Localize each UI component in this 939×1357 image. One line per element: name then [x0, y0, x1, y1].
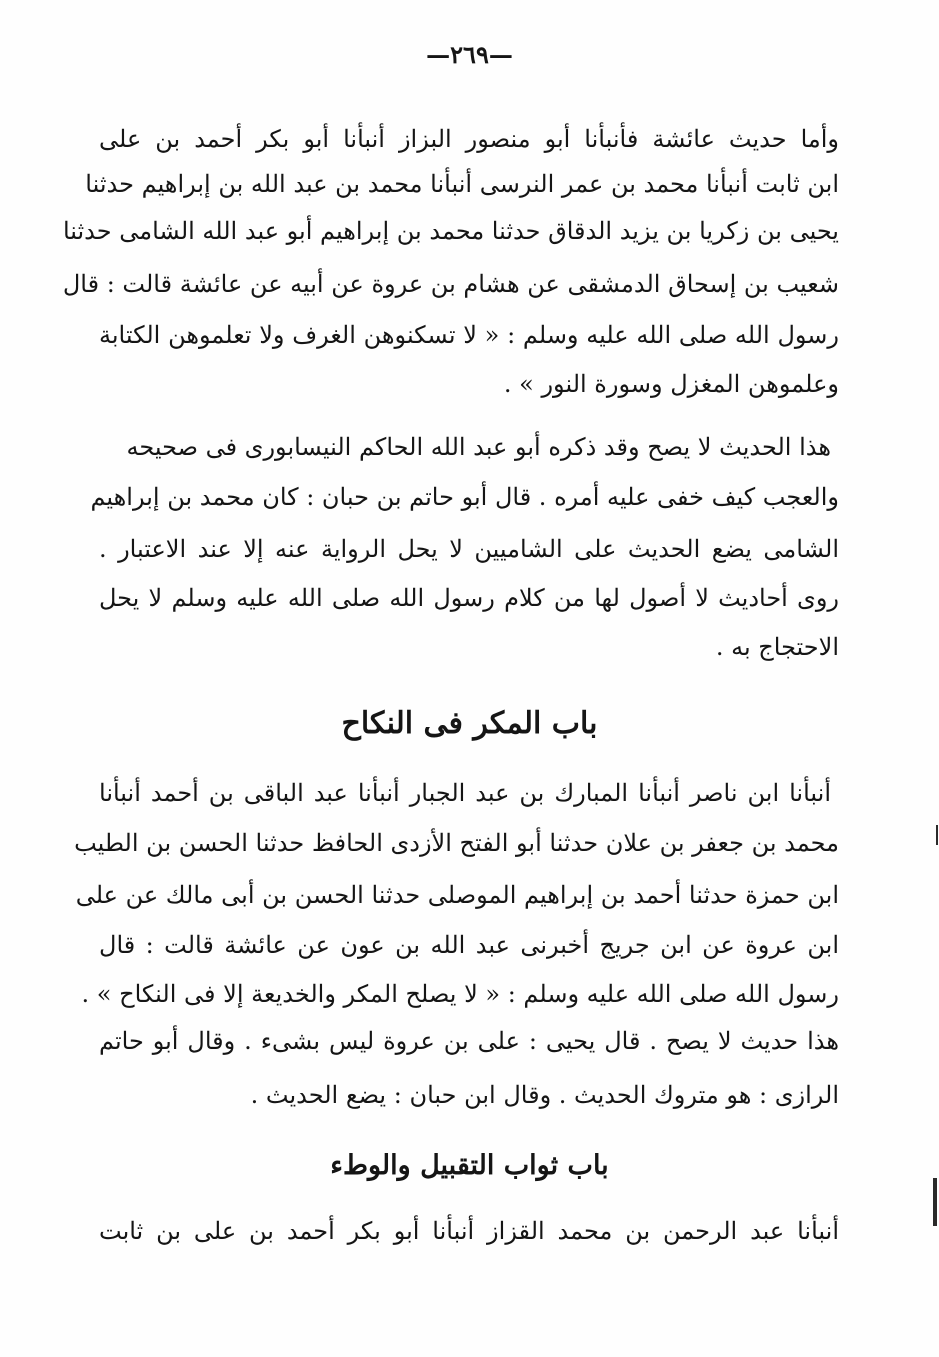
- text-line: محمد بن جعفر بن علان حدثنا أبو الفتح الأزدى الحافظ حدثنا الحسن بن الطيب: [74, 829, 839, 857]
- text-line: شعيب بن إسحاق الدمشقى عن هشام بن عروة عن أبيه عن عائشة قالت : قال: [62, 270, 839, 298]
- scan-edge-mark: [936, 825, 938, 845]
- page-number: —٢٦٩—: [426, 40, 513, 69]
- text-line: أنبأنا ابن ناصر أنبأنا المبارك بن عبد الجبار أنبأنا عبد الباقى بن أحمد أنبأنا: [99, 779, 831, 807]
- text-line: أنبأنا عبد الرحمن بن محمد القزاز أنبأنا أبو بكر أحمد بن على بن ثابت: [99, 1217, 839, 1245]
- text-line: هذا حديث لا يصح . قال يحيى : على بن عروة ليس بشىء . وقال أبو حاتم: [99, 1027, 839, 1055]
- text-line: رسول الله صلى الله عليه وسلم : « لا تسكنوهن الغرف ولا تعلموهن الكتابة: [99, 321, 839, 349]
- section-heading: باب ثواب التقبيل والوطء: [330, 1150, 609, 1181]
- text-line: روى أحاديث لا أصول لها من كلام رسول الله صلى الله عليه وسلم لا يحل: [99, 584, 839, 612]
- text-line: الشامى يضع الحديث على الشاميين لا يحل الرواية عنه إلا عند الاعتبار .: [99, 535, 839, 563]
- text-line: وأما حديث عائشة فأنبأنا أبو منصور البزاز أنبأنا أبو بكر أحمد بن على: [99, 125, 839, 153]
- text-line: هذا الحديث لا يصح وقد ذكره أبو عبد الله الحاكم النيسابورى فى صحيحه: [126, 433, 831, 461]
- text-line: ابن حمزة حدثنا أحمد بن إبراهيم الموصلى حدثنا الحسن بن أبى مالك عن على: [75, 881, 839, 909]
- text-line: الاحتجاج به .: [715, 633, 839, 661]
- section-heading: باب المكر فى النكاح: [341, 706, 598, 741]
- text-line: يحيى بن زكريا بن يزيد الدقاق حدثنا محمد بن إبراهيم أبو عبد الله الشامى حدثنا: [62, 217, 839, 245]
- text-line: ابن ثابت أنبأنا محمد بن عمر النرسى أنبأنا محمد بن عبد الله بن إبراهيم حدثنا: [85, 170, 839, 198]
- text-line: الرازى : هو متروك الحديث . وقال ابن حبان : يضع الحديث .: [250, 1081, 839, 1109]
- text-line: والعجب كيف خفى عليه أمره . قال أبو حاتم بن حبان : كان محمد بن إبراهيم: [90, 483, 839, 511]
- text-line: ابن عروة عن ابن جريج أخبرنى عبد الله بن عون عن عائشة قالت : قال: [99, 931, 839, 959]
- scan-edge-mark: [933, 1178, 937, 1226]
- text-line: رسول الله صلى الله عليه وسلم : « لا يصلح المكر والخديعة إلا فى النكاح » .: [81, 980, 839, 1008]
- text-line: وعلموهن المغزل وسورة النور » .: [503, 370, 839, 398]
